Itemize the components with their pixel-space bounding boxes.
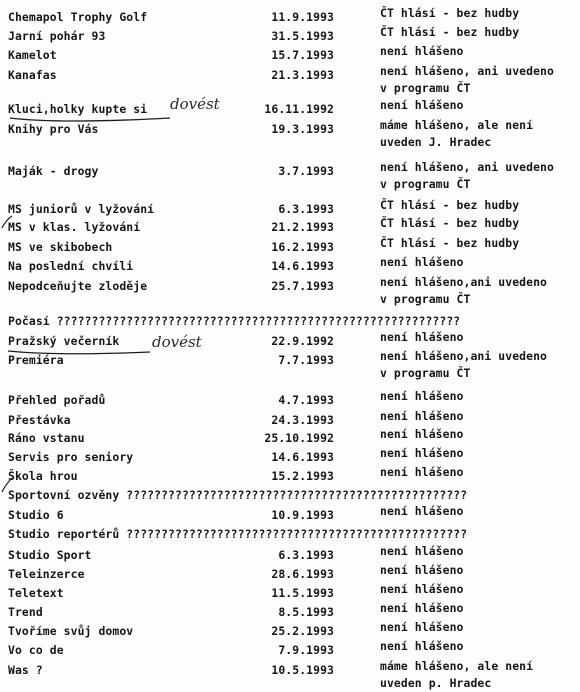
program-title: Kluci,holky kupte si	[8, 102, 148, 116]
broadcast-date: 28.6.1993	[271, 567, 334, 581]
status-note: ČT hlásí - bez hudby	[380, 25, 520, 39]
broadcast-date: 24.3.1993	[271, 413, 334, 427]
broadcast-date: 15.2.1993	[271, 469, 334, 483]
program-title: Na poslední chvíli	[8, 259, 134, 273]
broadcast-date: 6.3.1993	[278, 548, 334, 562]
program-title: Studio Sport	[8, 548, 92, 562]
broadcast-date: 21.2.1993	[271, 220, 334, 234]
check-mark-ms	[2, 216, 12, 228]
program-title: Vo co de	[8, 643, 64, 657]
program-title: Was ?	[8, 663, 43, 677]
status-note: máme hlášeno, ale není	[380, 118, 534, 132]
program-title: Knihy pro Vás	[8, 122, 99, 136]
status-note: v programu ČT	[380, 366, 471, 380]
program-title: Přestávka	[8, 413, 71, 427]
status-note: není hlášeno,ani uvedeno	[380, 275, 547, 289]
status-note: není hlášeno	[380, 446, 464, 460]
program-title: MS ve skibobech	[8, 240, 113, 254]
status-note: není hlášeno	[380, 255, 464, 269]
status-note: není hlášeno	[380, 44, 464, 58]
status-note: není hlášeno	[380, 409, 464, 423]
broadcast-date: 4.7.1993	[278, 393, 334, 407]
program-title: Teletext	[8, 586, 64, 600]
broadcast-date: 25.2.1993	[271, 624, 334, 638]
status-note: není hlášeno, ani uvedeno	[380, 160, 554, 174]
handwritten-note-prazsky: dovést	[152, 333, 202, 351]
program-title: Premiéra	[8, 353, 64, 367]
status-note: není hlášeno,ani uvedeno	[380, 349, 547, 363]
status-note: v programu ČT	[380, 177, 471, 191]
underline-kluci	[10, 118, 170, 121]
program-title: Kamelot	[8, 48, 57, 62]
status-note: není hlášeno	[380, 389, 464, 403]
broadcast-date: 25.7.1993	[271, 279, 334, 293]
status-note: máme hlášeno, ale není	[380, 659, 534, 673]
status-note: není hlášeno	[380, 465, 464, 479]
check-mark-skola	[2, 478, 12, 492]
program-title: MS v klas. lyžování	[8, 220, 141, 234]
broadcast-date: 7.7.1993	[278, 353, 334, 367]
broadcast-date: 31.5.1993	[271, 29, 334, 43]
program-title: Ráno vstanu	[8, 431, 85, 445]
status-note: ČT hlásí - bez hudby	[380, 216, 520, 230]
program-title: Škola hrou	[8, 469, 78, 483]
status-note: není hlášeno	[380, 427, 464, 441]
status-note: není hlášeno	[380, 639, 464, 653]
status-note: v programu ČT	[380, 81, 471, 95]
status-note: uveden p. Hradec	[380, 676, 492, 690]
broadcast-date: 21.3.1993	[271, 68, 334, 82]
broadcast-date: 10.9.1993	[271, 508, 334, 522]
program-title: Pražský večerník	[8, 334, 120, 348]
status-note: uveden J. Hradec	[380, 135, 492, 149]
broadcast-date: 14.6.1993	[271, 259, 334, 273]
program-title: Maják - drogy	[8, 164, 99, 178]
program-title: Kanafas	[8, 68, 57, 82]
underline-prazsky	[8, 351, 150, 354]
question-marks: ?????????????????????????????????????????????????	[126, 488, 468, 502]
status-note: v programu ČT	[380, 292, 471, 306]
status-note: není hlášeno	[380, 98, 464, 112]
broadcast-date: 19.3.1993	[271, 122, 334, 136]
broadcast-date: 6.3.1993	[278, 202, 334, 216]
status-note: není hlášeno	[380, 620, 464, 634]
status-note: ČT hlásí - bez hudby	[380, 198, 520, 212]
broadcast-date: 16.11.1992	[264, 102, 334, 116]
program-title: Trend	[8, 605, 43, 619]
status-note: není hlášeno	[380, 504, 464, 518]
program-title: Chemapol Trophy Golf	[8, 10, 148, 24]
program-title: Tvoříme svůj domov	[8, 624, 134, 638]
broadcast-date: 25.10.1992	[264, 431, 334, 445]
status-note: ČT hlásí - bez hudby	[380, 6, 520, 20]
status-note: není hlášeno	[380, 563, 464, 577]
status-note: není hlášeno	[380, 330, 464, 344]
program-title: Sportovní ozvěny	[8, 488, 120, 502]
status-note: není hlášeno, ani uvedeno	[380, 64, 554, 78]
broadcast-date: 7.9.1993	[278, 643, 334, 657]
program-title: Jarní pohár 93	[8, 29, 106, 43]
status-note: není hlášeno	[380, 582, 464, 596]
program-title: Nepodceňujte zloděje	[8, 279, 148, 293]
program-title: Přehled pořadů	[8, 393, 106, 407]
broadcast-date: 14.6.1993	[271, 450, 334, 464]
status-note: ČT hlásí - bez hudby	[380, 236, 520, 250]
status-note: není hlášeno	[380, 601, 464, 615]
program-title: Teleinzerce	[8, 567, 85, 581]
broadcast-date: 11.5.1993	[271, 586, 334, 600]
broadcast-date: 11.9.1993	[271, 10, 334, 24]
handwritten-note-kluci: dovést	[170, 95, 220, 113]
program-title: MS juniorů v lyžování	[8, 202, 155, 216]
program-title: Studio reportérů	[8, 527, 120, 541]
program-title: Servis pro seniory	[8, 450, 134, 464]
question-marks: ?????????????????????????????????????????????????	[126, 527, 468, 541]
broadcast-date: 15.7.1993	[271, 48, 334, 62]
broadcast-date: 16.2.1993	[271, 240, 334, 254]
program-title: Počasí	[8, 314, 50, 328]
broadcast-date: 22.9.1992	[271, 334, 334, 348]
status-note: není hlášeno	[380, 544, 464, 558]
broadcast-date: 8.5.1993	[278, 605, 334, 619]
question-marks: ??????????????????????????????????????????????????????????	[56, 314, 461, 328]
broadcast-date: 10.5.1993	[271, 663, 334, 677]
program-title: Studio 6	[8, 508, 64, 522]
broadcast-date: 3.7.1993	[278, 164, 334, 178]
